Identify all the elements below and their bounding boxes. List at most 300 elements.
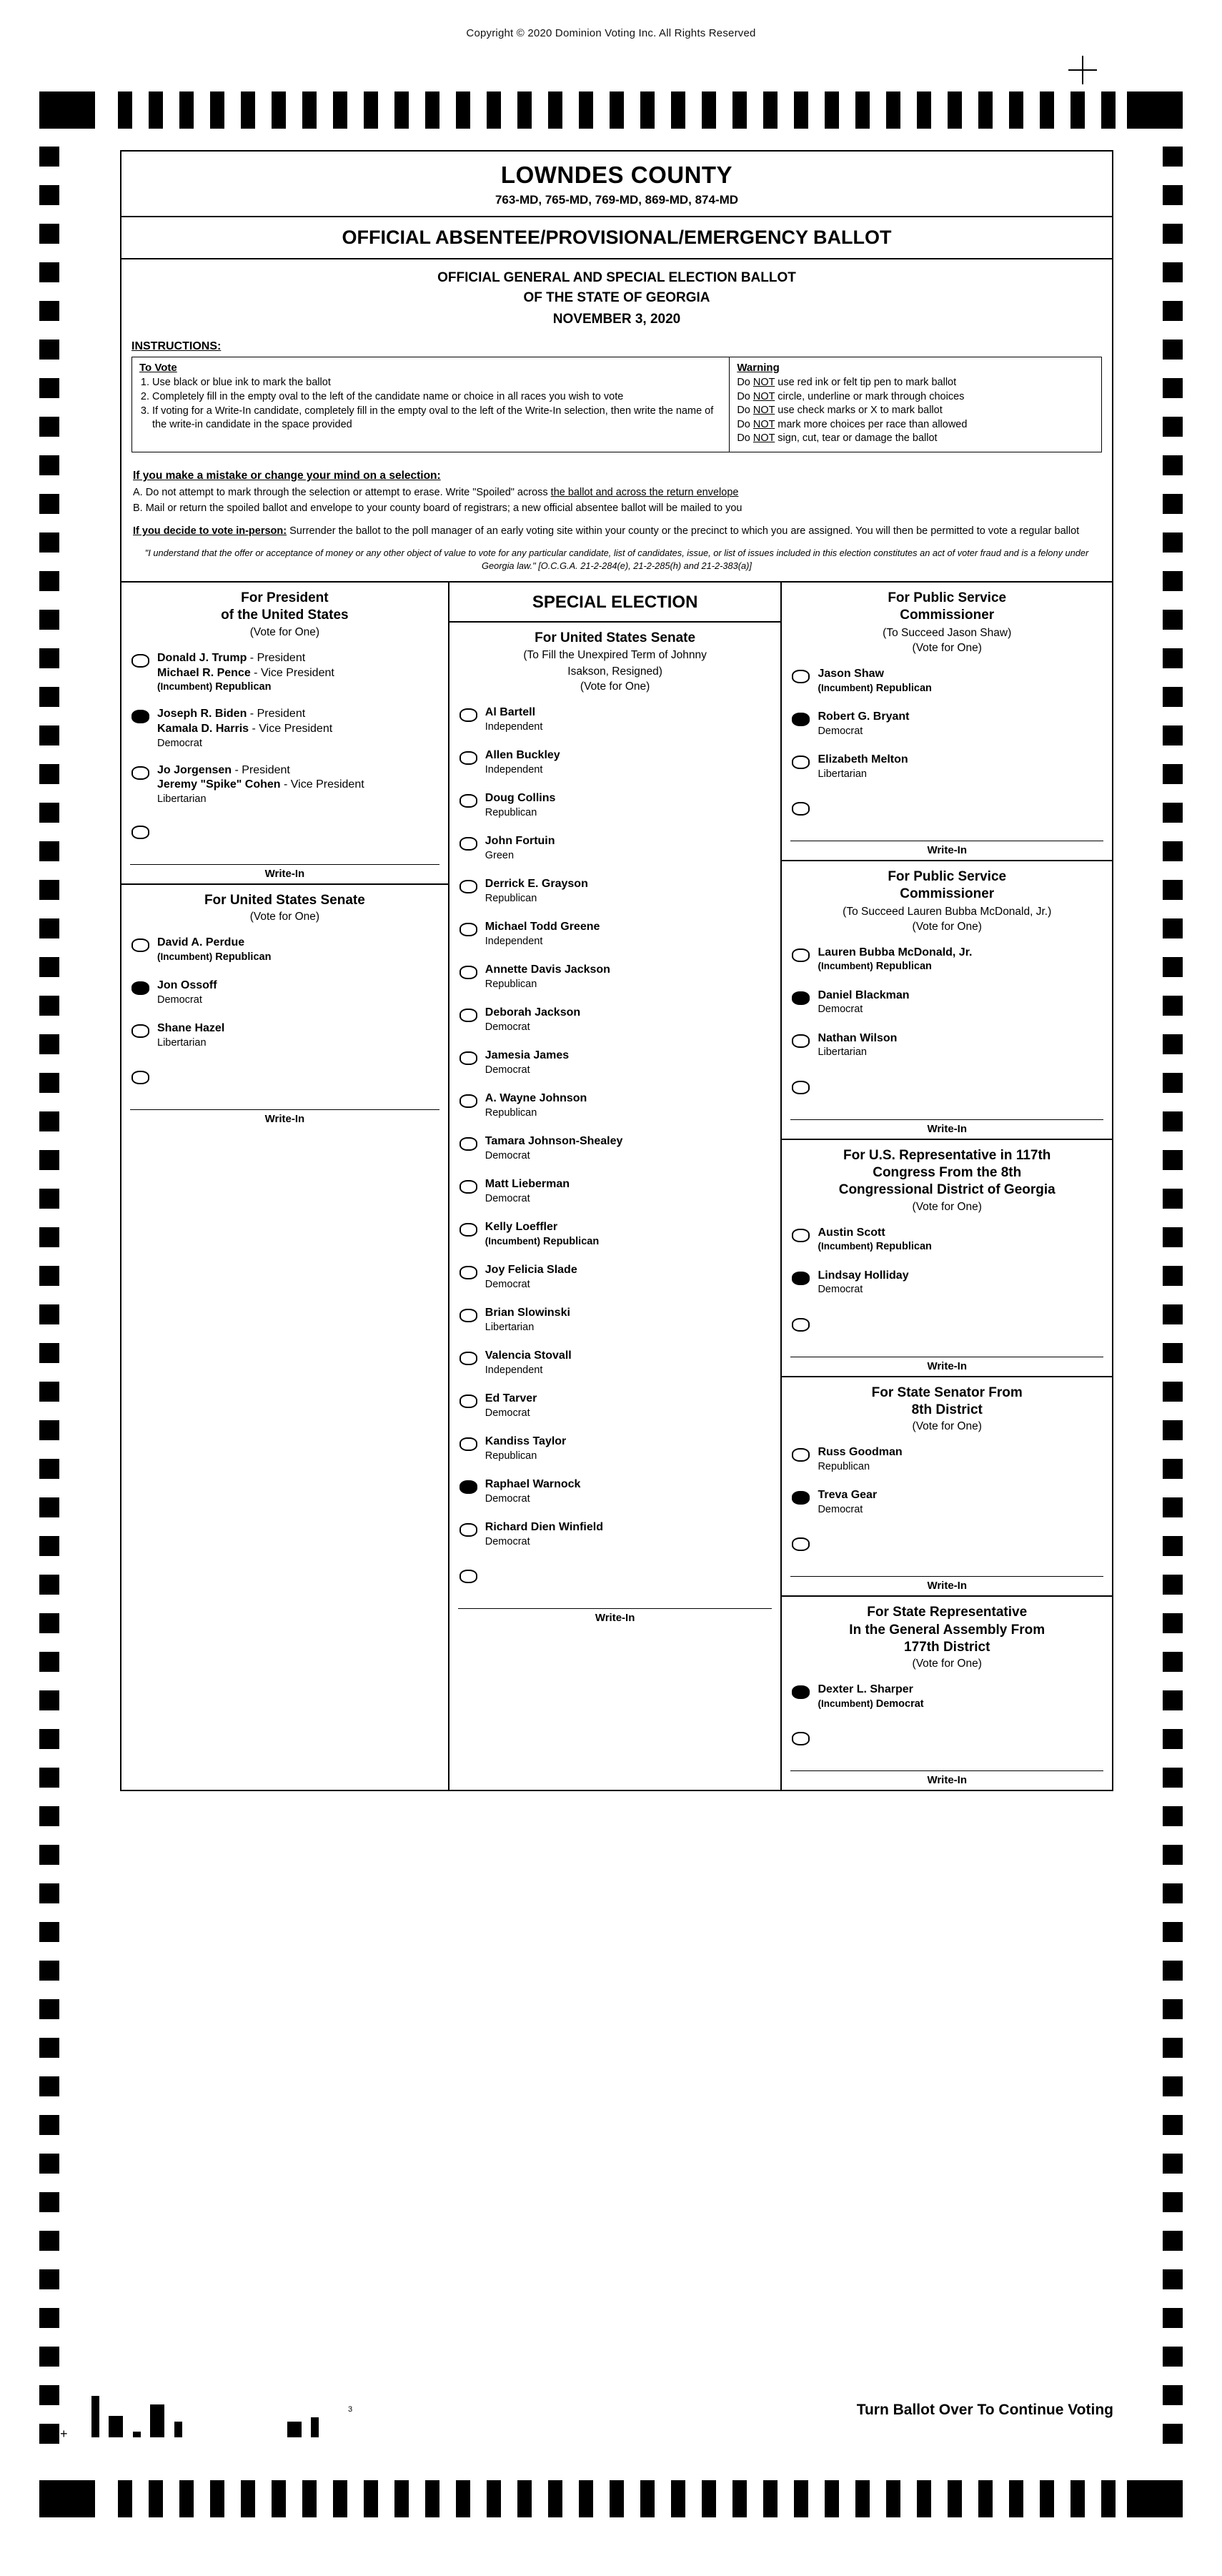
candidate-option[interactable] [782, 939, 1112, 982]
candidate-party: Libertarian [818, 1046, 867, 1059]
write-in-oval[interactable] [792, 1318, 810, 1332]
candidate-option[interactable] [121, 929, 448, 972]
write-in-label: Write-In [130, 1109, 439, 1129]
mistake-item-b: B. Mail or return the spoiled ballot and envelope to your county board of registrars; a new official absentee ballot will be mailed to you [133, 502, 742, 515]
candidate-name: Raphael Warnock [485, 1477, 581, 1490]
vote-oval[interactable] [460, 1352, 477, 1365]
candidate-option[interactable] [449, 999, 781, 1042]
contest-title-line: For State Senator From [871, 1384, 1023, 1400]
contest-subtitle-line: Isakson, Resigned) [567, 665, 662, 678]
candidate-text [818, 667, 931, 695]
contest-header [782, 861, 1112, 939]
contest-psc-mcdonald [782, 861, 1112, 1140]
candidate-party: Republican [485, 892, 537, 904]
candidate-text [485, 834, 555, 863]
candidate-option[interactable] [782, 1482, 1112, 1525]
candidate-text [485, 1177, 570, 1206]
candidate-party: (Incumbent) Republican [818, 1241, 932, 1253]
candidate-option[interactable] [782, 982, 1112, 1025]
county-name: LOWNDES COUNTY [500, 162, 733, 188]
warning-list [737, 376, 1094, 446]
instructions-label: INSTRUCTIONS: [131, 340, 222, 353]
ballot-header [120, 150, 1113, 583]
official-ballot-title: OFFICIAL ABSENTEE/PROVISIONAL/EMERGENCY BALLOT [342, 227, 892, 248]
candidate-party: Democrat [485, 1064, 530, 1076]
running-mate-name: Kamala D. Harris - Vice President [157, 723, 333, 735]
candidate-party: Libertarian [157, 1037, 207, 1049]
vote-oval[interactable] [792, 1491, 810, 1505]
candidate-name: Richard Dien Winfield [485, 1520, 603, 1533]
candidate-text [485, 1392, 537, 1420]
contest-us-rep-8 [782, 1140, 1112, 1377]
candidate-option[interactable] [449, 1257, 781, 1299]
candidate-option[interactable] [121, 757, 448, 813]
contest-state-senator-8 [782, 1377, 1112, 1597]
vote-oval[interactable] [131, 938, 149, 952]
candidate-option[interactable] [449, 1471, 781, 1514]
in-person-text: Surrender the ballot to the poll manager of an early voting site within your county or the precinct to which you are assigned. You will then be permitted to vote a regular ballot [287, 525, 1080, 538]
contest-title-line: Congressional District of Georgia [838, 1182, 1055, 1198]
candidate-text [485, 963, 610, 991]
vote-for-instruction: (Vote for One) [580, 680, 650, 693]
candidate-text [485, 1220, 599, 1249]
contest-header [782, 1140, 1112, 1219]
candidate-text [485, 705, 543, 734]
candidate-party: Libertarian [157, 793, 207, 806]
warning-item: Do NOT sign, cut, tear or damage the ballot [737, 432, 938, 445]
warning-item: Do NOT circle, underline or mark through choices [737, 390, 965, 402]
contest-title-line: Commissioner [900, 886, 995, 902]
candidate-name: Michael Todd Greene [485, 920, 600, 933]
running-mate-name: Jeremy "Spike" Cohen - Vice President [157, 778, 364, 791]
vote-oval[interactable] [792, 1272, 810, 1285]
candidate-party: Independent [485, 935, 543, 947]
candidate-party: Republican [818, 1461, 870, 1473]
to-vote-title: To Vote [139, 362, 177, 375]
candidate-party: Democrat [485, 1535, 530, 1547]
candidate-party: Libertarian [485, 1321, 535, 1333]
vote-oval[interactable] [460, 1394, 477, 1408]
candidate-text [485, 1520, 603, 1549]
instructions-section [121, 336, 1112, 462]
vote-oval[interactable] [792, 1685, 810, 1699]
candidate-text [485, 748, 560, 777]
contest-title-line: Congress From the 8th [873, 1164, 1022, 1180]
candidate-option[interactable] [121, 645, 448, 700]
vote-oval[interactable] [131, 981, 149, 995]
candidate-text [818, 710, 909, 738]
vote-oval[interactable] [460, 880, 477, 893]
voter-fraud-oath: "I understand that the offer or acceptance of money or any other object of value to vote for any particular candidate, list of candidates, issue, or list of issues included in this election constitutes an act of voter fraud and is a felony under Georgia law." [O.C.G.A. 21-2-284(e), 21-2-285(h) and 21-2-383(a)] [144, 548, 1089, 572]
write-in-option[interactable] [782, 1719, 1112, 1770]
candidate-option[interactable] [782, 1676, 1112, 1719]
write-in-option[interactable] [121, 813, 448, 864]
write-in-oval[interactable] [792, 1537, 810, 1551]
ballot-column-3 [782, 583, 1112, 1790]
candidate-party: Democrat [485, 1149, 530, 1161]
vote-oval[interactable] [792, 991, 810, 1005]
candidate-text [485, 920, 600, 948]
candidate-name: Russ Goodman [818, 1446, 903, 1459]
candidate-party: Democrat [818, 725, 863, 737]
to-vote-steps [139, 376, 722, 432]
candidate-name: Doug Collins [485, 791, 556, 804]
contest-title-line: For President [241, 590, 329, 606]
candidate-text [485, 1134, 623, 1163]
vote-oval[interactable] [792, 1229, 810, 1242]
candidate-option[interactable] [449, 1342, 781, 1385]
special-election-header: SPECIAL ELECTION [449, 583, 781, 623]
candidate-name: Lindsay Holliday [818, 1269, 909, 1282]
vote-oval[interactable] [460, 1094, 477, 1108]
mistake-section [121, 462, 1112, 516]
vote-for-instruction: (Vote for One) [912, 1658, 982, 1670]
vote-for-instruction: (Vote for One) [912, 920, 982, 933]
candidate-text [485, 1306, 570, 1334]
candidate-text [818, 1683, 923, 1711]
candidate-party: Democrat [485, 1492, 530, 1505]
candidate-party: Democrat [157, 737, 202, 749]
write-in-oval[interactable] [792, 802, 810, 816]
candidate-name: Joy Felicia Slade [485, 1263, 577, 1276]
running-mate-name: Michael R. Pence - Vice President [157, 666, 334, 679]
candidate-option[interactable] [449, 871, 781, 913]
vote-oval[interactable] [460, 966, 477, 979]
candidate-option[interactable] [121, 700, 448, 756]
write-in-label: Write-In [790, 1119, 1103, 1139]
candidate-option[interactable] [449, 1128, 781, 1171]
write-in-label: Write-In [130, 864, 439, 883]
candidate-text [818, 1488, 877, 1517]
barcode-label: 3 [348, 2405, 353, 2414]
candidate-text [157, 1021, 224, 1050]
candidate-option[interactable] [449, 1085, 781, 1128]
write-in-oval[interactable] [792, 1732, 810, 1745]
write-in-option[interactable] [782, 789, 1112, 841]
warning-item: Do NOT use check marks or X to mark ballot [737, 405, 943, 417]
ballot-column-2 [449, 583, 783, 1790]
candidate-name: Allen Buckley [485, 748, 560, 761]
candidate-name: David A. Perdue [157, 936, 245, 949]
candidate-text [485, 1049, 569, 1077]
candidate-text [157, 651, 334, 694]
candidate-option[interactable] [121, 972, 448, 1015]
candidate-party: Republican [485, 1450, 537, 1462]
candidate-name: Robert G. Bryant [818, 710, 910, 723]
candidate-text [818, 1269, 908, 1297]
candidate-text [818, 989, 909, 1017]
candidate-name: Dexter L. Sharper [818, 1683, 913, 1696]
candidate-name: Austin Scott [818, 1226, 885, 1239]
candidate-option[interactable] [449, 1514, 781, 1557]
candidate-text [485, 1477, 581, 1506]
vote-oval[interactable] [131, 710, 149, 723]
candidate-name: Treva Gear [818, 1489, 878, 1502]
contest-header [449, 623, 781, 699]
vote-oval[interactable] [792, 756, 810, 769]
candidate-name: Tamara Johnson-Shealey [485, 1134, 623, 1147]
candidate-party: (Incumbent) Republican [818, 682, 932, 694]
instruction-step: 1. Use black or blue ink to mark the ballot [152, 376, 722, 390]
write-in-oval[interactable] [131, 1071, 149, 1084]
write-in-oval[interactable] [460, 1570, 477, 1583]
ballot-barcode [91, 2396, 325, 2437]
candidate-name: Jon Ossoff [157, 979, 217, 992]
candidate-option[interactable] [449, 956, 781, 999]
candidate-name: Daniel Blackman [818, 989, 910, 1001]
vote-oval[interactable] [460, 1051, 477, 1065]
candidate-party: (Incumbent) Republican [485, 1235, 600, 1247]
timing-marks-left [39, 147, 59, 2462]
vote-oval[interactable] [460, 1437, 477, 1451]
write-in-option[interactable] [782, 1068, 1112, 1119]
vote-oval[interactable] [792, 1448, 810, 1462]
contest-us-senate [121, 885, 448, 1129]
warning-item: Do NOT use red ink or felt tip pen to mark ballot [737, 377, 957, 389]
candidate-name: Lauren Bubba McDonald, Jr. [818, 946, 973, 958]
contest-subtitle-line: (To Fill the Unexpired Term of Johnny [523, 649, 707, 662]
candidate-text [818, 1226, 931, 1254]
candidate-option[interactable] [449, 1214, 781, 1257]
candidate-name: Jamesia James [485, 1049, 570, 1061]
candidate-party: Democrat [818, 1284, 863, 1296]
election-date: NOVEMBER 3, 2020 [552, 312, 681, 327]
vote-oval[interactable] [792, 670, 810, 683]
candidate-option[interactable] [782, 1219, 1112, 1262]
contest-header [782, 1377, 1112, 1440]
candidate-option[interactable] [449, 828, 781, 871]
candidate-party: Republican [485, 806, 537, 818]
candidate-name: Valencia Stovall [485, 1349, 572, 1362]
write-in-label: Write-In [790, 1770, 1103, 1790]
candidate-text [485, 1263, 577, 1292]
candidate-option[interactable] [449, 1299, 781, 1342]
candidate-party: Democrat [485, 1021, 530, 1033]
candidate-name: Deborah Jackson [485, 1006, 581, 1019]
candidate-name: Kelly Loeffler [485, 1220, 558, 1233]
candidate-name: Annette Davis Jackson [485, 963, 610, 976]
in-person-section [121, 518, 1112, 538]
vote-oval[interactable] [460, 1137, 477, 1151]
general-ballot-line2: OF THE STATE OF GEORGIA [523, 289, 710, 305]
candidate-party: Democrat [485, 1278, 530, 1290]
vote-oval[interactable] [131, 1024, 149, 1038]
vote-oval[interactable] [792, 713, 810, 726]
contest-president [121, 583, 448, 885]
timing-marks-top [39, 91, 1183, 129]
candidate-party: Libertarian [818, 768, 867, 780]
candidate-option[interactable] [449, 742, 781, 785]
contest-us-senate-special [449, 623, 781, 1628]
vote-oval[interactable] [131, 654, 149, 668]
candidate-option[interactable] [449, 913, 781, 956]
candidate-party: Republican [485, 978, 537, 990]
candidate-text [818, 1031, 897, 1060]
candidate-name: Brian Slowinski [485, 1306, 570, 1319]
candidate-name: Kandiss Taylor [485, 1435, 567, 1447]
precinct-list: 763-MD, 765-MD, 769-MD, 869-MD, 874-MD [495, 193, 739, 207]
candidate-name: Ed Tarver [485, 1392, 537, 1405]
warning-item: Do NOT mark more choices per race than allowed [737, 418, 968, 430]
vote-oval[interactable] [792, 1034, 810, 1048]
candidate-party: Democrat [485, 1407, 530, 1419]
candidate-party: Independent [485, 1364, 543, 1376]
candidate-party: Independent [485, 720, 543, 733]
contest-title-line: For State Representative [867, 1605, 1028, 1620]
contest-subtitle-line: (To Succeed Jason Shaw) [883, 626, 1012, 639]
candidate-party: Democrat [818, 1004, 863, 1016]
write-in-label: Write-In [790, 1576, 1103, 1595]
vote-oval[interactable] [460, 1309, 477, 1322]
candidate-name: John Fortuin [485, 834, 555, 847]
vote-oval[interactable] [460, 1523, 477, 1537]
candidate-party: Green [485, 849, 515, 861]
vote-oval[interactable] [460, 1480, 477, 1494]
candidate-text [157, 707, 332, 750]
candidate-name: Donald J. Trump - President [157, 651, 306, 664]
vote-for-instruction: (Vote for One) [912, 641, 982, 654]
contest-subtitle-line: (To Succeed Lauren Bubba McDonald, Jr.) [843, 905, 1052, 918]
candidate-text [485, 1091, 587, 1120]
candidate-name: Elizabeth Melton [818, 753, 908, 766]
vote-for-instruction: (Vote for One) [912, 1420, 982, 1433]
candidate-option[interactable] [782, 1025, 1112, 1068]
vote-oval[interactable] [792, 948, 810, 962]
mistake-item-a [133, 486, 1101, 500]
vote-oval[interactable] [460, 1266, 477, 1279]
candidate-name: Jason Shaw [818, 667, 884, 680]
candidate-party: Democrat [818, 1504, 863, 1516]
candidate-text [485, 791, 556, 820]
ballot-body [120, 150, 1113, 1791]
candidate-name: Matt Lieberman [485, 1177, 570, 1190]
candidate-party: Democrat [485, 1192, 530, 1204]
timing-marks-right [1163, 147, 1183, 2462]
copyright-notice: Copyright © 2020 Dominion Voting Inc. All Rights Reserved [466, 27, 756, 39]
instruction-step: 3. If voting for a Write-In candidate, completely fill in the empty oval to the left of the Write-In selection, then write the name of the write-in candidate in the space provided [152, 405, 722, 432]
contest-title-line: For United States Senate [535, 630, 696, 646]
vote-for-instruction: (Vote for One) [249, 911, 320, 923]
contest-psc-shaw [782, 583, 1112, 861]
candidate-option[interactable] [449, 1385, 781, 1428]
registration-target-icon [1068, 56, 1097, 84]
candidate-text [485, 877, 588, 906]
vote-oval[interactable] [460, 837, 477, 851]
candidate-text [485, 1006, 580, 1034]
candidate-party: Republican [485, 1106, 537, 1119]
timing-marks-bottom [39, 2480, 1183, 2517]
candidate-text [818, 946, 972, 974]
candidate-option[interactable] [449, 1042, 781, 1085]
candidate-option[interactable] [782, 660, 1112, 703]
write-in-option[interactable] [782, 1305, 1112, 1357]
contest-header [782, 1597, 1112, 1676]
candidate-name: Nathan Wilson [818, 1031, 898, 1044]
candidate-option[interactable] [121, 1015, 448, 1058]
mistake-a-pre: A. Do not attempt to mark through the selection or attempt to erase. Write "Spoiled" across [133, 486, 551, 498]
candidate-option[interactable] [449, 699, 781, 742]
warning-block [730, 357, 1101, 452]
candidate-text [818, 753, 908, 781]
vote-oval[interactable] [460, 1180, 477, 1194]
contest-title-line: 177th District [904, 1639, 990, 1655]
instruction-step: 2. Completely fill in the empty oval to the left of the candidate name or choice in all races you wish to vote [152, 390, 722, 404]
candidate-option[interactable] [782, 703, 1112, 746]
vote-oval[interactable] [460, 708, 477, 722]
vote-oval[interactable] [131, 766, 149, 780]
write-in-option[interactable] [782, 1525, 1112, 1576]
candidate-party: (Incumbent) Democrat [818, 1698, 924, 1710]
candidate-party: (Incumbent) Republican [157, 951, 272, 963]
contest-title-line: 8th District [911, 1402, 983, 1417]
mistake-a-underline: the ballot and across the return envelope [550, 486, 739, 498]
contest-header [121, 583, 448, 645]
contest-grid [120, 583, 1113, 1791]
contest-title-line: For Public Service [888, 590, 1007, 606]
contest-header [782, 583, 1112, 660]
vote-oval[interactable] [460, 923, 477, 936]
candidate-name: Shane Hazel [157, 1022, 225, 1035]
candidate-option[interactable] [782, 1262, 1112, 1305]
vote-oval[interactable] [460, 1223, 477, 1237]
contest-header [121, 885, 448, 929]
contest-title-line: In the General Assembly From [849, 1622, 1045, 1638]
ballot-column-1 [121, 583, 449, 1790]
contest-title-line: For United States Senate [204, 893, 365, 908]
candidate-option[interactable] [449, 1171, 781, 1214]
candidate-name: Jo Jorgensen - President [157, 763, 290, 776]
candidate-name: Al Bartell [485, 705, 536, 718]
candidate-party: (Incumbent) Republican [818, 961, 932, 973]
candidate-text [157, 763, 364, 806]
write-in-oval[interactable] [792, 1081, 810, 1094]
vote-oval[interactable] [460, 794, 477, 808]
warning-title: Warning [737, 362, 780, 375]
candidate-name: Derrick E. Grayson [485, 877, 588, 890]
candidate-text [485, 1435, 567, 1463]
candidate-party: Independent [485, 763, 543, 776]
candidate-name: Joseph R. Biden - President [157, 708, 306, 720]
general-ballot-line1: OFFICIAL GENERAL AND SPECIAL ELECTION BALLOT [437, 270, 796, 285]
alignment-plus: + [60, 2427, 68, 2441]
candidate-option[interactable] [782, 746, 1112, 789]
write-in-label: Write-In [458, 1608, 773, 1628]
vote-oval[interactable] [460, 1009, 477, 1022]
general-ballot-title [121, 259, 1112, 310]
write-in-option[interactable] [449, 1557, 781, 1608]
write-in-label: Write-In [790, 1357, 1103, 1376]
contest-title-line: of the United States [221, 608, 349, 623]
in-person-title: If you decide to vote in-person: [133, 525, 287, 538]
candidate-option[interactable] [449, 785, 781, 828]
contest-title-line: Commissioner [900, 608, 995, 623]
candidate-party: Democrat [157, 994, 202, 1006]
write-in-option[interactable] [121, 1058, 448, 1109]
candidate-text [485, 1349, 572, 1377]
candidate-option[interactable] [782, 1439, 1112, 1482]
candidate-name: A. Wayne Johnson [485, 1091, 587, 1104]
candidate-party: (Incumbent) Republican [157, 681, 272, 693]
contest-title-line: For Public Service [888, 868, 1007, 884]
vote-for-instruction: (Vote for One) [249, 625, 320, 638]
vote-for-instruction: (Vote for One) [912, 1200, 982, 1213]
candidate-option[interactable] [449, 1428, 781, 1471]
write-in-label: Write-In [790, 841, 1103, 860]
write-in-oval[interactable] [131, 826, 149, 839]
vote-oval[interactable] [460, 751, 477, 765]
to-vote-block [132, 357, 730, 452]
mistake-title: If you make a mistake or change your mind on a selection: [133, 469, 441, 482]
